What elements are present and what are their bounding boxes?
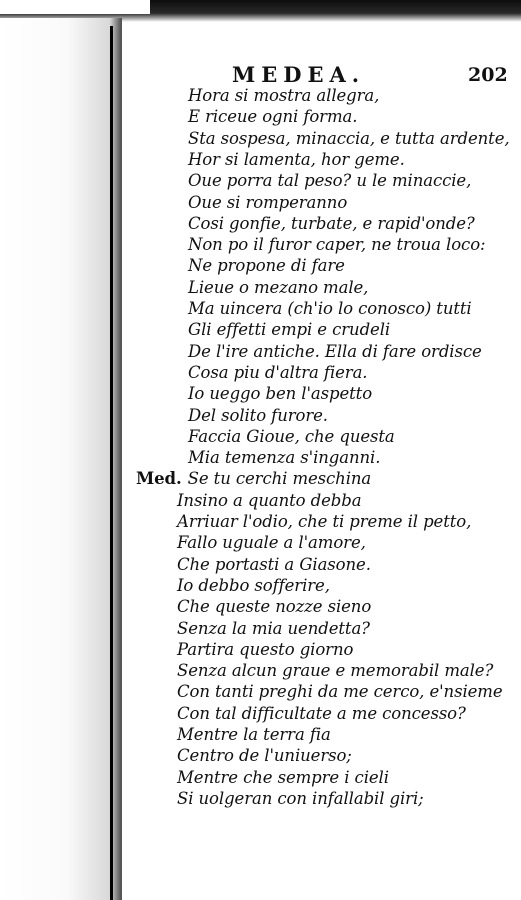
verse-line [188, 150, 405, 170]
verse-line [188, 193, 347, 213]
verse-text: Cosi gonfie, turbate, e rapid'onde? [188, 213, 475, 233]
verse-line [177, 661, 493, 681]
verse-line [177, 576, 330, 596]
verse-text: Con tanti preghi da me cerco, e'nsieme [177, 682, 503, 702]
verse-line [177, 597, 371, 617]
verse-text: Lieue o mezano male, [188, 277, 369, 297]
verse-line [188, 235, 485, 255]
verse-line [188, 171, 471, 191]
verse-text: Senza la mia uendetta? [177, 618, 370, 638]
verse-line [188, 427, 395, 447]
verse-line-speaker [136, 469, 371, 489]
verse-line [188, 214, 475, 234]
verse-line [177, 768, 389, 788]
verse-text: E riceue ogni forma. [188, 107, 358, 127]
verse-text: Fallo uguale a l'amore, [177, 533, 366, 553]
verse-text: Sta sospesa, minaccia, e tutta ardente, [188, 128, 510, 148]
verse-text: Mia temenza s'inganni. [188, 448, 381, 468]
verse-text: Io ueggo ben l'aspetto [188, 384, 373, 404]
verse-line [188, 86, 379, 106]
verse-text: Mentre la terra fia [177, 725, 331, 744]
verse-line [177, 619, 370, 639]
verse-text: Non po il furor caper, ne troua loco: [188, 235, 486, 255]
verse-text: Hor si lamenta, hor geme. [188, 149, 405, 169]
verse-line [188, 299, 472, 319]
verse-text: Centro de l'uniuerso; [177, 746, 352, 766]
verse-line [177, 746, 352, 766]
verse-text: Del solito furore. [188, 405, 328, 425]
verse-text: Hora si mostra allegra, [188, 86, 380, 105]
verse-line [188, 129, 510, 149]
verse-text: Si uolgeran con infallabil giri; [177, 788, 424, 808]
verse-line [188, 107, 357, 127]
verse-line [188, 384, 372, 404]
verse-text: Ma uincera (ch'io lo conosco) tutti [188, 299, 472, 318]
verse-line [188, 256, 345, 276]
verse-text: Oue si romperanno [188, 192, 348, 212]
running-title: MEDEA. [232, 62, 366, 87]
verse-line [177, 682, 503, 702]
verse-line [177, 789, 424, 809]
verse-text: Se tu cerchi meschina [187, 469, 372, 489]
verse-text: Faccia Gioue, che questa [188, 426, 395, 446]
verse-line [188, 363, 367, 383]
verse-text: Con tal difficultate a me concesso? [177, 703, 466, 723]
verse-text: De l'ire antiche. Ella di fare ordisce [188, 341, 482, 361]
verse-line [177, 533, 366, 553]
verse-text: Io debbo sofferire, [177, 575, 330, 595]
verse-line [177, 512, 471, 532]
verse-text: Cosa piu d'altra fiera. [188, 362, 368, 382]
verse-text: Senza alcun graue e memorabil male? [177, 661, 494, 681]
verse-text: Gli effetti empi e crudeli [188, 320, 391, 340]
verse-line [177, 640, 353, 660]
verse-text: Arriuar l'odio, che ti preme il petto, [177, 512, 472, 531]
verse-text: Che portasti a Giasone. [177, 554, 371, 574]
speaker-label: Med. [136, 469, 182, 489]
verse-line [188, 320, 390, 340]
verse-line [188, 406, 328, 426]
verse-text: Ne propone di fare [188, 256, 345, 276]
verse-line [188, 278, 368, 298]
page-number: 202 [468, 64, 508, 86]
verse-text: Partira questo giorno [177, 639, 354, 659]
verse-line [177, 555, 371, 575]
verse-text: Che queste nozze sieno [177, 597, 372, 617]
verse-text: Mentre che sempre i cieli [177, 767, 389, 787]
verse-line [177, 725, 331, 745]
verse-line [177, 491, 361, 511]
verse-text: Insino a quanto debba [177, 490, 362, 510]
verse-line [177, 704, 466, 724]
verse-line [188, 448, 380, 468]
verse-text: Oue porra tal peso? u le minaccie, [188, 171, 472, 191]
verse-line [188, 342, 482, 362]
